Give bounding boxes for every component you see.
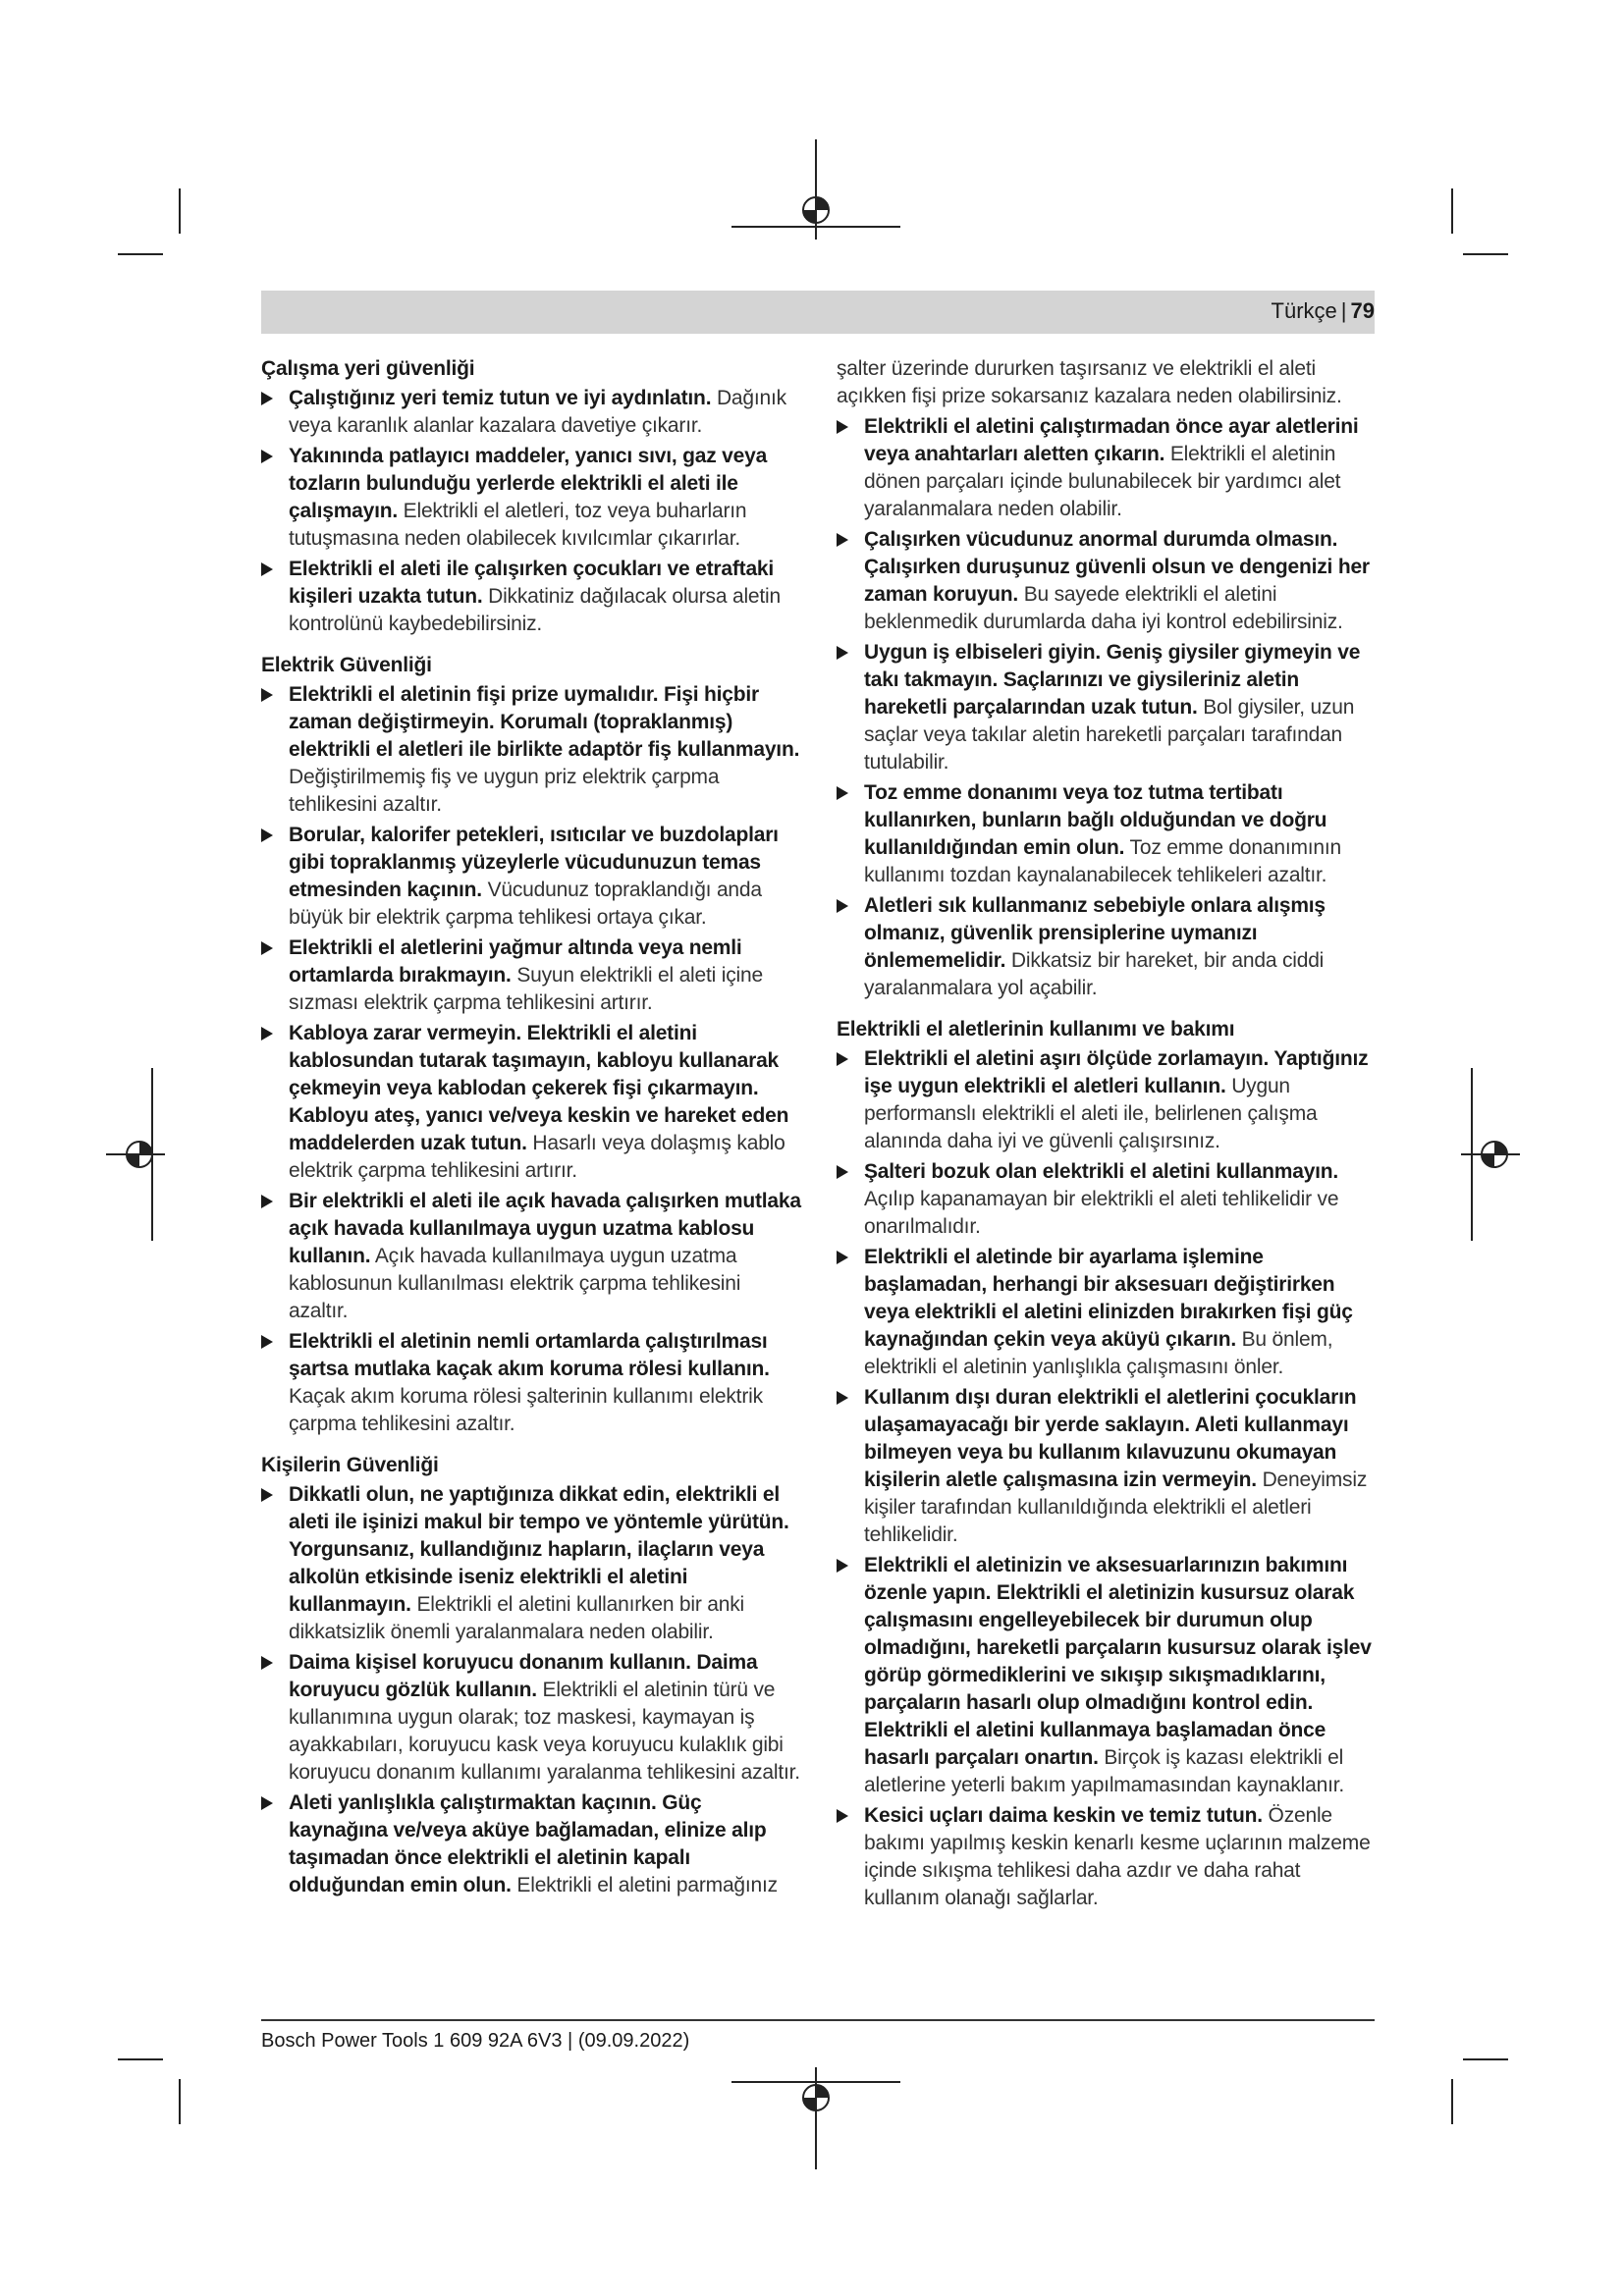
instruction-explanation: Deneyimsiz kişiler tarafından kullanıldığında elektrikli el aletleri tehlikelidir. [864, 1468, 1368, 1546]
safety-instruction [261, 443, 801, 553]
bullet-arrow-icon [261, 562, 273, 576]
instruction-emphasis: Çalıştığınız yeri temiz tutun ve iyi aydınlatın. [289, 387, 712, 409]
safety-instruction [837, 1244, 1377, 1381]
crop-mark [179, 188, 181, 234]
safety-instruction [837, 1045, 1377, 1155]
instruction-emphasis: Kullanım dışı duran elektrikli el aletlerini çocukların ulaşamayacağı bir yerde saklayın. Aleti kullanmayı bilmeyen veya bu kullanım kılavuzunu okumayan kişilerin aletle çalışmasına izin vermeyin. [864, 1386, 1357, 1491]
instruction-emphasis: Elektrikli el aletini çalıştırmadan önce ayar aletlerini veya anahtarları aletten çıkarın. [864, 415, 1359, 465]
crop-mark [1463, 253, 1508, 255]
bullet-arrow-icon [261, 941, 273, 955]
instruction-emphasis: Daima kişisel koruyucu donanım kullanın. Daima koruyucu gözlük kullanın. [289, 1651, 758, 1701]
instruction-explanation: Bol giysiler, uzun saçlar veya takılar aletin hareketli parçaları tarafından tutulabilir. [864, 696, 1355, 774]
bullet-arrow-icon [837, 1809, 848, 1823]
bullet-arrow-icon [261, 1488, 273, 1502]
bullet-arrow-icon [837, 533, 848, 547]
crop-mark [179, 2079, 181, 2124]
instruction-emphasis: Kabloya zarar vermeyin. Elektrikli el aletini kablosundan tutarak taşımayın, kabloyu kullanarak çekmeyin veya kablodan çekerek fişi çıkarmayın. Kabloyu ateş, yanıcı ve/veya keskin ve hareket eden maddelerden uzak tutun. [289, 1022, 789, 1154]
instruction-emphasis: Elektrikli el aletlerini yağmur altında veya nemli ortamlarda bırakmayın. [289, 936, 742, 987]
instruction-explanation: Elektrikli el aletinin türü ve kullanımına uygun olarak; toz maskesi, kaymayan iş ayakkabıları, koruyucu kask veya koruyucu kulaklık gibi koruyucu donanım kullanımı yaralanma tehlikesini azaltır. [289, 1679, 800, 1784]
safety-instruction [837, 413, 1377, 523]
crop-mark [118, 253, 163, 255]
instruction-emphasis: Aleti yanlışlıkla çalıştırmaktan kaçının. Güç kaynağına ve/veya aküye bağlamadan, elinize alıp taşımadan önce elektrikli el aletinin kapalı olduğundan emin olun. [289, 1791, 767, 1896]
safety-instruction [261, 934, 801, 1017]
instruction-explanation: Açılıp kapanamayan bir elektrikli el aleti tehlikelidir ve onarılmalıdır. [864, 1188, 1339, 1238]
instruction-explanation: Değiştirilmemiş fiş ve uygun priz elektrik çarpma tehlikesini azaltır. [289, 766, 720, 816]
instruction-explanation: Elektrikli el aletinin dönen parçaları içinde bulunabilecek bir yardımcı alet yaralanmalara neden olabilir. [864, 443, 1341, 520]
safety-instruction [261, 1328, 801, 1438]
header-language: Türkçe [1271, 298, 1337, 323]
registration-target-icon [1477, 1137, 1512, 1172]
instruction-emphasis: Aletleri sık kullanmanız sebebiyle onlara alışmış olmanız, güvenlik prensiplerine uymanızı önlememelidir. [864, 894, 1326, 972]
instruction-emphasis: Elektrikli el aletinizin ve aksesuarlarınızın bakımını özenle yapın. Elektrikli el aletinizin kusursuz olarak çalışmasını engelleyebilecek bir durumun olup olmadığını, hareketli parçaların kusursuz olarak işlev görüp görmediklerini ve sıkışıp sıkışmadıklarını, parçaların hasarlı olup olmadığını kontrol edin. Elektrikli el aletini kullanmaya başlamadan önce hasarlı parçaları onartın. [864, 1554, 1372, 1769]
crop-mark [118, 2058, 163, 2060]
footer-rule [261, 2019, 1375, 2021]
left-column [261, 355, 801, 1902]
bullet-arrow-icon [261, 1195, 273, 1208]
instruction-explanation: Vücudunuz topraklandığı anda büyük bir elektrik çarpma tehlikesi ortaya çıkar. [289, 879, 762, 929]
instruction-emphasis: Çalışırken vücudunuz anormal durumda olmasın. Çalışırken duruşunuz güvenli olsun ve dengenizi her zaman koruyun. [864, 528, 1370, 606]
crop-mark [1451, 2079, 1453, 2124]
bullet-arrow-icon [261, 392, 273, 405]
page-footer: Bosch Power Tools 1 609 92A 6V3 | (09.09.2022) [261, 2030, 690, 2052]
registration-target-icon [122, 1137, 157, 1172]
bullet-arrow-icon [837, 1391, 848, 1405]
instruction-explanation: Bu önlem, elektrikli el aletinin yanlışlıkla çalışmasını önler. [864, 1328, 1333, 1378]
instruction-emphasis: Toz emme donanımı veya toz tutma tertibatı kullanırken, bunların bağlı olduğundan ve doğru kullanıldığından emin olun. [864, 781, 1327, 859]
page-header-bar [261, 291, 1375, 334]
safety-instruction [837, 1158, 1377, 1241]
instruction-explanation: Kaçak akım koruma rölesi şalterinin kullanımı elektrik çarpma tehlikesini azaltır. [289, 1385, 763, 1435]
section-heading: Kişilerin Güvenliği [261, 1454, 439, 1476]
bullet-arrow-icon [261, 1656, 273, 1670]
instruction-emphasis: Kesici uçları daima keskin ve temiz tutun. [864, 1804, 1263, 1827]
section-heading: Elektrik Güvenliği [261, 654, 432, 676]
instruction-explanation: Uygun performanslı elektrikli el aleti ile, belirlenen çalışma alanında daha iyi ve güvenli çalışırsınız. [864, 1075, 1318, 1152]
safety-instruction [837, 1802, 1377, 1912]
instruction-explanation: Bu sayede elektrikli el aletini beklenmedik durumlarda daha iyi kontrol edebilirsiniz. [864, 583, 1343, 633]
safety-instruction [837, 526, 1377, 636]
safety-instruction [837, 1552, 1377, 1799]
bullet-arrow-icon [837, 646, 848, 660]
instruction-explanation: Toz emme donanımının kullanımı tozdan kaynalanabilecek tehlikeleri azaltır. [864, 836, 1341, 886]
section-heading: Çalışma yeri güvenliği [261, 357, 475, 380]
instruction-explanation: Dikkatsiz bir hareket, bir anda ciddi yaralanmalara yol açabilir. [864, 949, 1325, 999]
continued-text: şalter üzerinde dururken taşırsanız ve elektrikli el aleti açıkken fişi prize sokarsanız kazalara neden olabilirsiniz. [837, 357, 1342, 407]
instruction-emphasis: Yakınında patlayıcı maddeler, yanıcı sıvı, gaz veya tozların bulunduğu yerlerde elektrikli el aleti ile çalışmayın. [289, 445, 768, 522]
instruction-emphasis: Borular, kalorifer petekleri, ısıtıcılar ve buzdolapları gibi topraklanmış yüzeylerle vücudunuzun temas etmesinden kaçının. [289, 824, 779, 901]
page-number: 79 [1350, 298, 1375, 323]
bullet-arrow-icon [837, 420, 848, 434]
crop-mark [1451, 188, 1453, 234]
section-heading: Elektrikli el aletlerinin kullanımı ve bakımı [837, 1018, 1235, 1041]
page-header: Türkçe | 79 [1271, 298, 1375, 323]
safety-instruction [261, 822, 801, 932]
bullet-arrow-icon [261, 1335, 273, 1349]
crop-mark [1463, 2058, 1508, 2060]
safety-instruction [261, 1481, 801, 1646]
instruction-explanation: Elektrikli el aletini parmağınız [511, 1874, 778, 1896]
bullet-arrow-icon [837, 786, 848, 800]
safety-instruction [261, 1649, 801, 1787]
instruction-emphasis: Elektrikli el aletini aşırı ölçüde zorlamayın. Yaptığınız işe uygun elektrikli el aletleri kullanın. [864, 1047, 1369, 1097]
instruction-emphasis: Dikkatli olun, ne yaptığınıza dikkat edin, elektrikli el aleti ile işinizi makul bir tempo ve yöntemle yürütün. Yorgunsanız, kullandığınız hapların, ilaçların veya alkolün etkisinde iseniz elektrikli el aletini kullanmayın. [289, 1483, 789, 1616]
bullet-arrow-icon [261, 688, 273, 702]
right-column [837, 355, 1377, 1915]
safety-instruction [261, 681, 801, 819]
instruction-emphasis: Şalteri bozuk olan elektrikli el aletini kullanmayın. [864, 1160, 1339, 1183]
instruction-emphasis: Uygun iş elbiseleri giyin. Geniş giysiler giymeyin ve takı takmayın. Saçlarınızı ve giysileriniz aletin hareketli parçalarından uzak tutun. [864, 641, 1361, 719]
registration-target-icon [798, 192, 834, 228]
bullet-arrow-icon [261, 1027, 273, 1041]
instruction-explanation: Dağınık veya karanlık alanlar kazalara davetiye çıkarır. [289, 387, 786, 437]
instruction-explanation: Elektrikli el aletini kullanırken bir anki dikkatsizlik önemli yaralanmalara neden olabilir. [289, 1593, 745, 1643]
bullet-arrow-icon [837, 1165, 848, 1179]
instruction-emphasis: Bir elektrikli el aleti ile açık havada çalışırken mutlaka açık havada kullanılmaya uygun uzatma kablosu kullanın. [289, 1190, 801, 1267]
instruction-emphasis: Elektrikli el aletinin nemli ortamlarda çalıştırılması şartsa mutlaka kaçak akım koruma rölesi kullanın. [289, 1330, 770, 1380]
bullet-arrow-icon [261, 828, 273, 842]
safety-instruction [837, 892, 1377, 1002]
bullet-arrow-icon [261, 450, 273, 463]
instruction-explanation: Suyun elektrikli el aleti içine sızması elektrik çarpma tehlikesini artırır. [289, 964, 763, 1014]
instruction-explanation: Elektrikli el aletleri, toz veya buharların tutuşmasına neden olabilecek kıvılcımlar çıkarırlar. [289, 500, 747, 550]
instruction-explanation: Dikkatiniz dağılacak olursa aletin kontrolünü kaybedebilirsiniz. [289, 585, 781, 635]
bullet-arrow-icon [837, 1559, 848, 1573]
safety-instruction [261, 1020, 801, 1185]
safety-instruction [837, 1384, 1377, 1549]
bullet-arrow-icon [837, 1052, 848, 1066]
safety-instruction [837, 639, 1377, 776]
instruction-emphasis: Elektrikli el aletinin fişi prize uymalıdır. Fişi hiçbir zaman değiştirmeyin. Korumalı (topraklanmış) elektrikli el aletleri ile birlikte adaptör fiş kullanmayın. [289, 683, 800, 761]
safety-instruction [261, 1789, 801, 1899]
safety-instruction [261, 556, 801, 638]
instruction-explanation: Hasarlı veya dolaşmış kablo elektrik çarpma tehlikesini artırır. [289, 1132, 785, 1182]
instruction-emphasis: Elektrikli el aletinde bir ayarlama işlemine başlamadan, herhangi bir aksesuarı değiştirirken veya elektrikli el aletini elinizden bırakırken fişi güç kaynağından çekin veya aküyü çıkarın. [864, 1246, 1353, 1351]
instruction-emphasis: Elektrikli el aleti ile çalışırken çocukları ve etraftaki kişileri uzakta tutun. [289, 558, 775, 608]
instruction-explanation: Özenle bakımı yapılmış keskin kenarlı kesme uçlarının malzeme içinde sıkışma tehlikesi daha azdır ve daha rahat kullanım olanağı sağlarlar. [864, 1804, 1371, 1909]
safety-instruction [261, 1188, 801, 1325]
instruction-explanation: Açık havada kullanılmaya uygun uzatma kablosunun kullanılması elektrik çarpma tehlikesini azaltır. [289, 1245, 741, 1322]
safety-instruction [261, 385, 801, 440]
safety-instruction [837, 779, 1377, 889]
bullet-arrow-icon [837, 899, 848, 913]
registration-target-icon [798, 2080, 834, 2115]
instruction-explanation: Birçok iş kazası elektrikli el aletlerine yeterli bakım yapılmamasından kaynaklanır. [864, 1746, 1344, 1796]
bullet-arrow-icon [837, 1251, 848, 1264]
bullet-arrow-icon [261, 1796, 273, 1810]
